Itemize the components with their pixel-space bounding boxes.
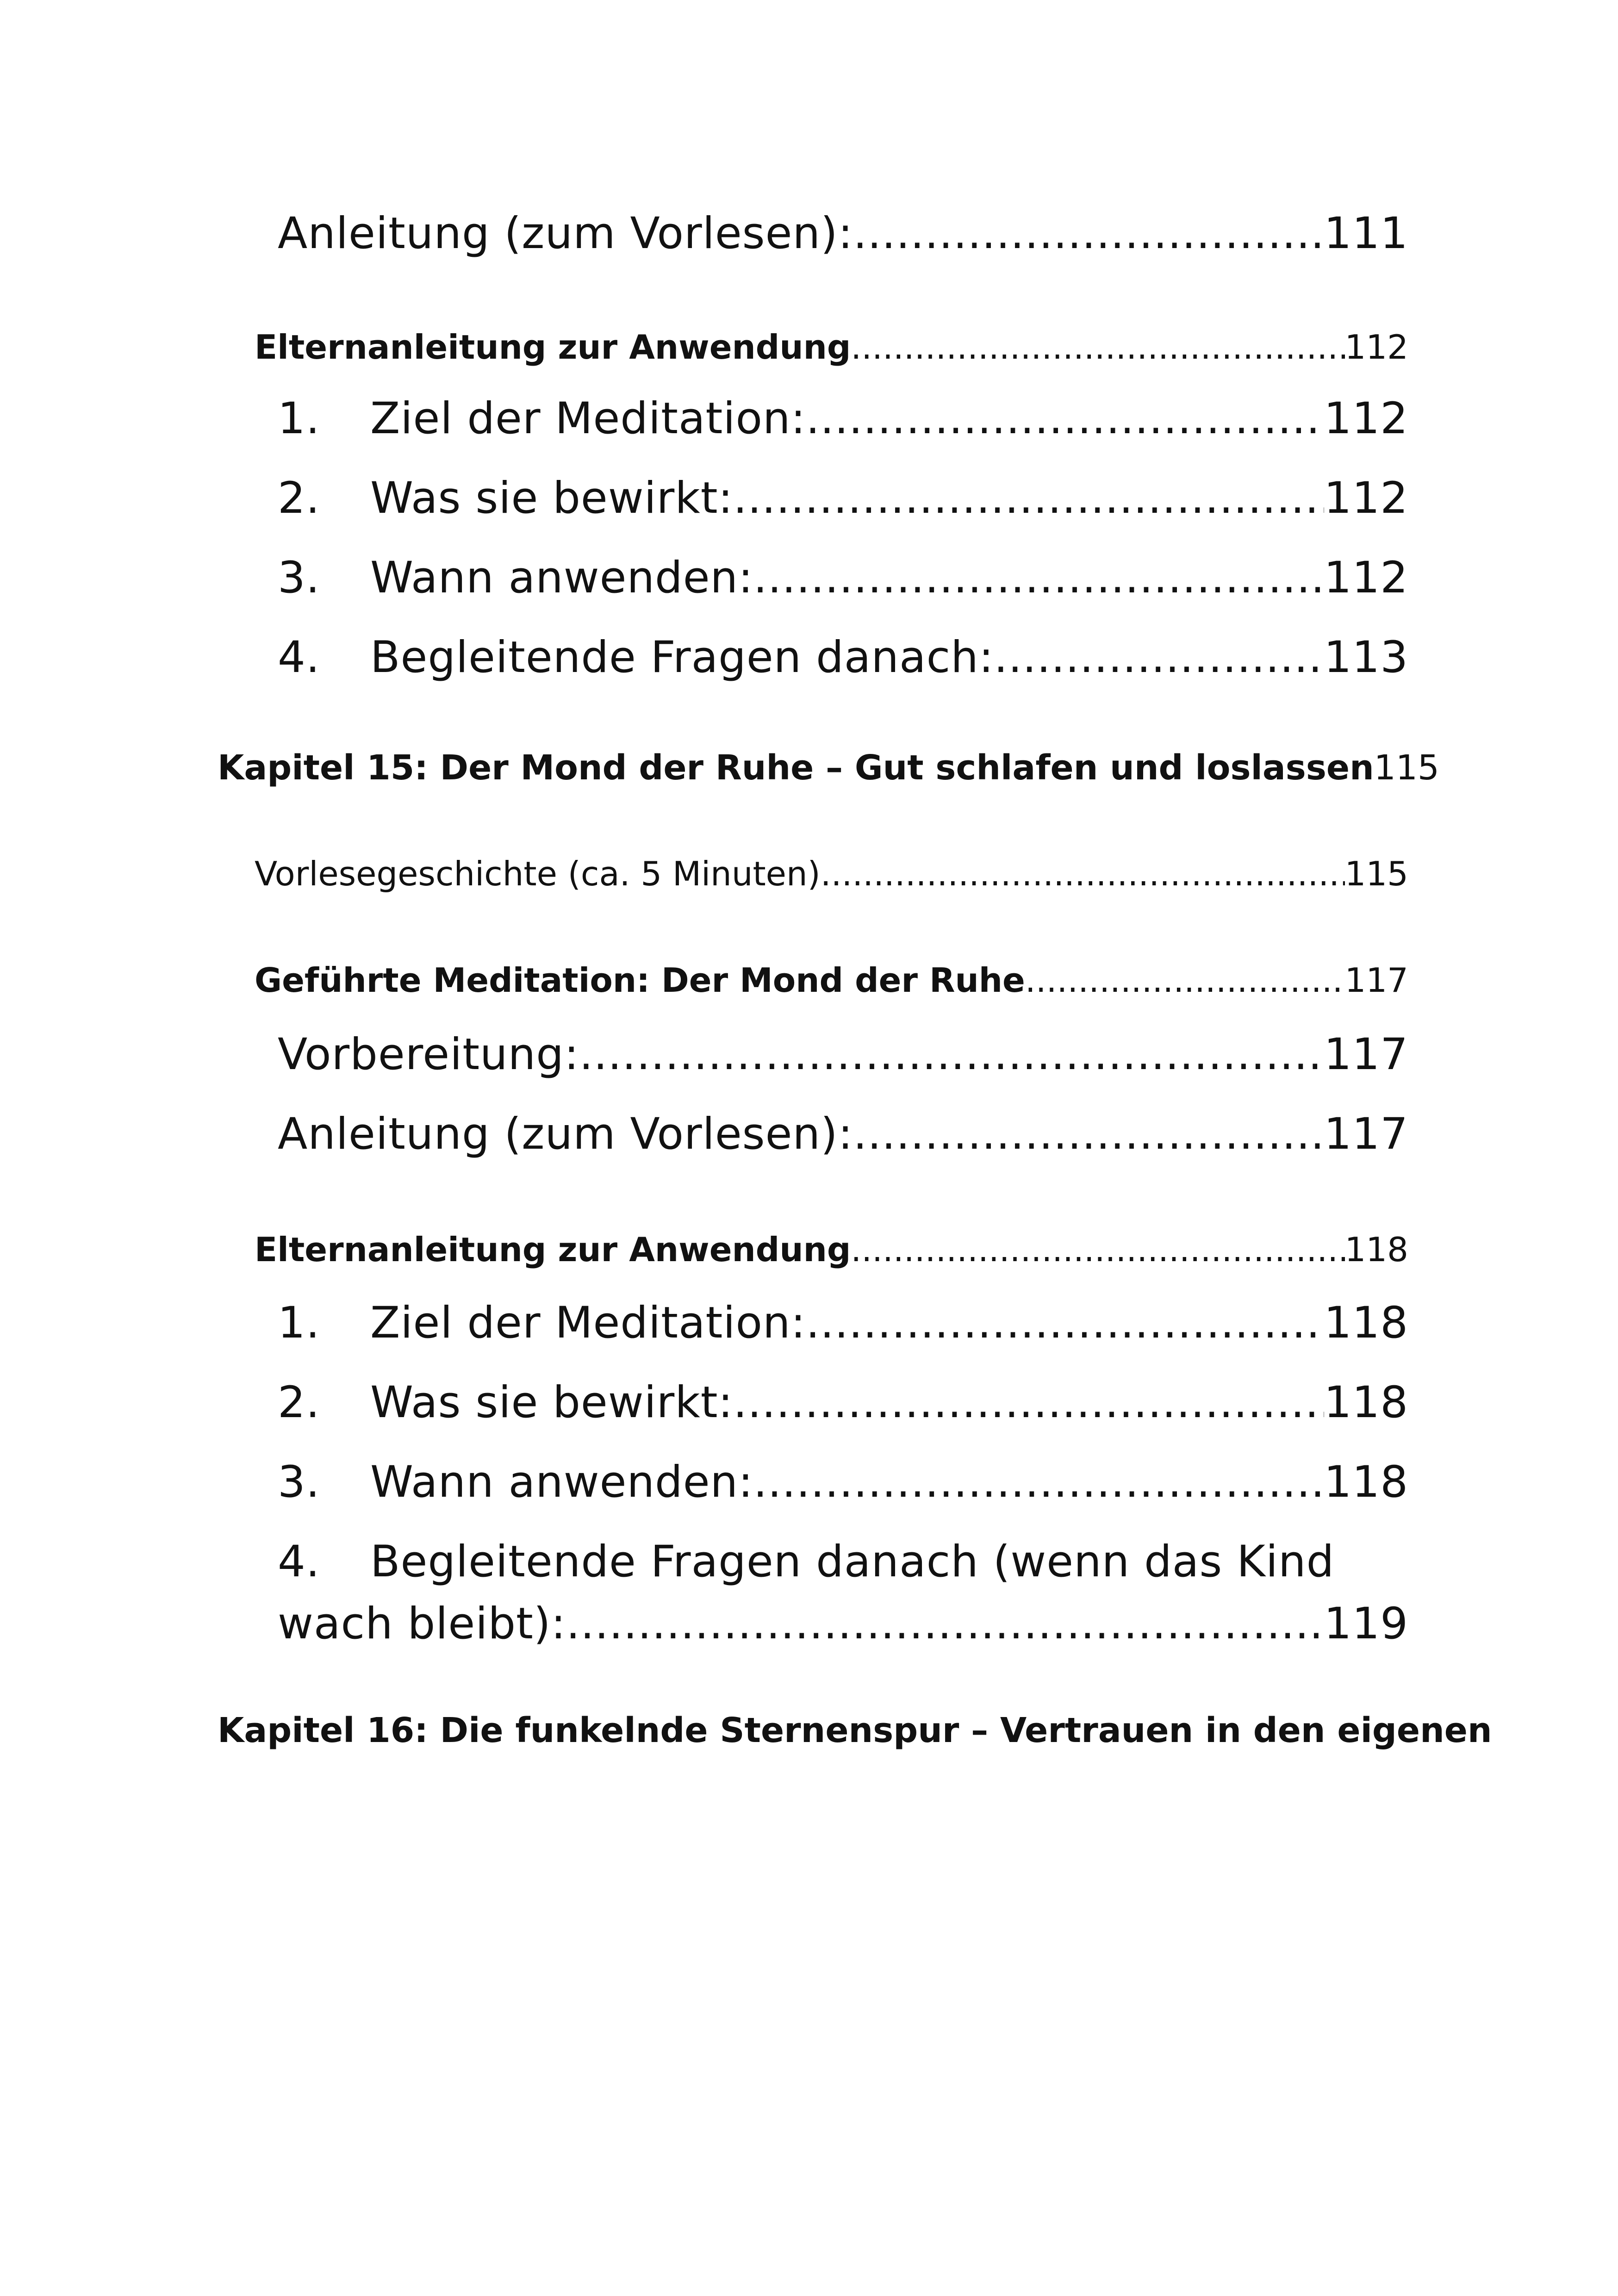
toc-chapter-entry: [218, 748, 1440, 788]
dot-leader: [1025, 964, 1345, 997]
toc-chapter-label: Kapitel 16: Die funkelnde Sternenspur – Vertrauen in den eigenen: [218, 1711, 1492, 1750]
toc-entry-label: Anleitung (zum Vorlesen):: [278, 1109, 853, 1159]
dot-leader: [753, 556, 1324, 600]
dot-leader: [733, 1381, 1324, 1425]
dot-leader: [566, 1602, 1324, 1646]
toc-entry-number: 2.: [278, 1377, 320, 1428]
toc-page-number: 112: [1324, 473, 1408, 523]
dot-leader: [806, 1301, 1324, 1345]
toc-entry-number: 3.: [278, 1457, 320, 1507]
toc-entry-label: Ziel der Meditation:: [370, 1298, 806, 1348]
toc-page-number: 118: [1324, 1377, 1408, 1428]
toc-entry-line: [278, 1537, 1408, 1587]
toc-entry-label: Wann anwenden:: [370, 553, 753, 603]
toc-entry: [278, 1377, 1408, 1428]
dot-leader: [851, 330, 1344, 364]
toc-page-number: 113: [1324, 632, 1408, 683]
toc-entry: [278, 1537, 1408, 1649]
toc-entry: [255, 854, 1408, 893]
toc-entry-label: Begleitende Fragen danach (wenn das Kind: [370, 1537, 1335, 1587]
toc-page-number: 117: [1324, 1109, 1408, 1159]
toc-entry: [278, 208, 1408, 259]
toc-entry-label: Wann anwenden:: [370, 1457, 753, 1507]
toc-page-number: 115: [1374, 748, 1440, 788]
toc-entry-number: 4.: [278, 1537, 320, 1587]
toc-entry-label: Elternanleitung zur Anwendung: [255, 328, 851, 367]
toc-entry-label: Ziel der Meditation:: [370, 393, 806, 444]
toc-entry: [278, 393, 1408, 444]
toc-entry: [278, 1298, 1408, 1348]
dot-leader: [994, 636, 1324, 679]
toc-chapter-entry: [218, 1713, 1492, 1748]
dot-leader: [753, 1461, 1324, 1504]
toc-page-number: 117: [1344, 961, 1408, 1000]
toc-entry-label-continued: wach bleibt):: [278, 1599, 566, 1649]
toc-page-number: 112: [1324, 393, 1408, 444]
toc-entry-label: Was sie bewirkt:: [370, 473, 734, 523]
toc-entry-number: 1.: [278, 393, 320, 444]
toc-entry: [278, 473, 1408, 523]
dot-leader: [851, 1233, 1344, 1266]
toc-page-number: 115: [1344, 854, 1408, 893]
toc-page-number: 118: [1324, 1298, 1408, 1348]
toc-entry-label: Vorlesegeschichte (ca. 5 Minuten): [255, 854, 821, 893]
toc-chapter-label: Kapitel 15: Der Mond der Ruhe – Gut schlafen und loslassen: [218, 748, 1374, 788]
toc-page-number: 118: [1324, 1457, 1408, 1507]
toc-entry: [278, 632, 1408, 683]
toc-entry: [278, 1457, 1408, 1507]
toc-page-number: 112: [1344, 328, 1408, 367]
dot-leader: [806, 397, 1324, 441]
toc-page-number: 111: [1324, 208, 1408, 259]
toc-entry-label: Anleitung (zum Vorlesen):: [278, 208, 853, 259]
dot-leader: [733, 477, 1324, 520]
dot-leader: [853, 1113, 1324, 1156]
dot-leader: [821, 857, 1345, 890]
dot-leader: [579, 1033, 1324, 1076]
toc-entry: [278, 1029, 1408, 1080]
toc-section-entry: [255, 961, 1408, 1000]
toc-section-entry: [255, 328, 1408, 367]
toc-entry-label: Elternanleitung zur Anwendung: [255, 1230, 851, 1269]
toc-entry-number: 1.: [278, 1298, 320, 1348]
toc-entry: [278, 553, 1408, 603]
toc-entry: [278, 1109, 1408, 1159]
toc-entry-number: 4.: [278, 632, 320, 683]
toc-entry-number: 2.: [278, 473, 320, 523]
toc-entry-label: Begleitende Fragen danach:: [370, 632, 994, 683]
toc-entry-number: 3.: [278, 553, 320, 603]
toc-entry-label: Geführte Meditation: Der Mond der Ruhe: [255, 961, 1025, 1000]
toc-page-number: 118: [1344, 1230, 1408, 1269]
toc-entry-label: Vorbereitung:: [278, 1029, 579, 1080]
toc-page-number: 117: [1324, 1029, 1408, 1080]
toc-section-entry: [255, 1230, 1408, 1269]
toc-page-number: 119: [1324, 1599, 1408, 1649]
dot-leader: [853, 212, 1324, 255]
toc-page-number: 112: [1324, 553, 1408, 603]
toc-entry-label: Was sie bewirkt:: [370, 1377, 734, 1428]
toc-entry-line: [278, 1599, 1408, 1649]
